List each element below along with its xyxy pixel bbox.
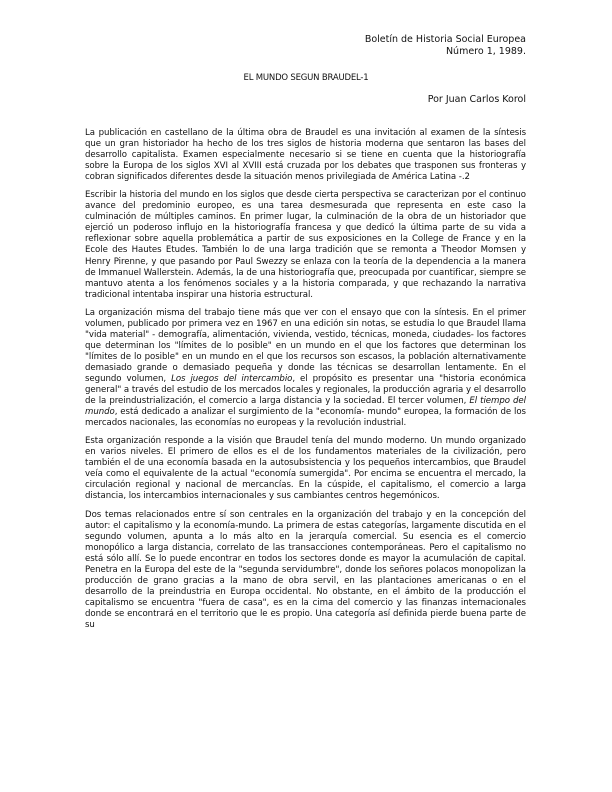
paragraph-3 xyxy=(85,308,526,430)
paragraph-5: Dos temas relacionados entre sí son centrales en la organización del trabajo y en la concepción del autor: el capitalismo y la economía-mundo. La primera de estas categorías, largamente discutida en el segundo volumen, apunta a lo más alto en la jerarquía comercial. Su esencia es el comercio monopólico a larga distancia, correlato de las transacciones contemporáneas. Pero el capitalismo no está sólo allí. Se lo puede encontrar en todos los sectores donde es mayor la acumulación de capital. Penetra en la Europa del este de la "segunda servidumbre", donde los señores polacos monopolizan la producción de grano gracias a la mano de obra servil, en las plantaciones americanas o en el desarrollo de la preindustria en Europa occidental. No obstante, en el ámbito de la producción el capitalismo se encuentra "fuera de casa", es en la cima del comercio y las finanzas internacionales donde se encontrará en el territorio que le es propio. Una categoría así definida pierde buena parte de su xyxy=(85,509,526,630)
journal-name: Boletín de Historia Social Europea xyxy=(364,34,526,45)
article-title: EL MUNDO SEGUN BRAUDEL-1 xyxy=(243,73,369,83)
paragraph-1: La publicación en castellano de la última obra de Braudel es una invitación al examen de la síntesis que un gran historiador ha hecho de los tres siglos de historia moderna que sentaron las bases del desarrollo capitalista. Examen especialmente necesario si se tiene en cuenta que la historiografía sobre la Europa de los siglos XVI al XVIII está cruzada por los debates que trasponen sus fronteras y cobran significados diferentes desde la situación menos privilegiada de América Latina -.2 xyxy=(85,128,526,183)
issue-number: Número 1, 1989. xyxy=(445,46,526,57)
article-body xyxy=(85,128,526,631)
article-author: Por Juan Carlos Korol xyxy=(427,94,526,105)
paragraph-4: Esta organización responde a la visión que Braudel tenía del mundo moderno. Un mundo organizado en varios niveles. El primero de ellos es el de los fundamentos materiales de la civilización, pero también el de una economía basada en la autosubsistencia y los pequeños intercambios, que Braudel veía como el equivalente de la actual "economía sumergida". Por encima se encuentra el mercado, la circulación regional y nacional de mercancías. En la cúspide, el capitalismo, el comercio a larga distancia, los intercambios internacionales y sus cambiantes centros hegemónicos. xyxy=(85,436,526,502)
paragraph-3-part-3: , está dedicado a analizar el surgimiento de la "economía- mundo" europea, la formación de los mercados nacionales, las economías no europeas y la revolución industrial. xyxy=(85,407,526,429)
book-title-volume-2: Los juegos del intercambio xyxy=(171,373,293,384)
paragraph-2: Escribir la historia del mundo en los siglos que desde cierta perspectiva se caracterizan por el continuo avance del predominio europeo, es una tarea desmesurada que representa en este caso la culminación de múltiples caminos. En primer lugar, la culminación de la obra de un historiador que ejerció un poderoso influjo en la historiografía francesa y que dedicó la última parte de su vida a reflexionar sobre aquella problemática a partir de sus exposiciones en la College de France y en la Ecole des Hautes Etudes. También lo de una larga tradición que se remonta a Theodor Momsen y Henry Pirenne, y que pasando por Paul Swezzy se enlaza con la teoría de la dependencia a la manera de Immanuel Wallerstein. Además, la de una historiografía que, preocupada por cuantificar, siempre se mantuvo atenta a los fenómenos sociales y a la historia comparada, y que rechazando la narrativa tradicional intentaba inspirar una historia estructural. xyxy=(85,190,526,300)
paragraph-3-part-1: La organización misma del trabajo tiene más que ver con el ensayo que con la síntesis. En el primer volumen, publicado por primera vez en 1967 en una edición sin notas, se estudia lo que Braudel llama "vida material" - demografía, alimentación, vivienda, vestido, técnicas, moneda, ciudades- los factores que determinan los "límites de lo posible" en un mundo en el que los factores que determinan los "límites de lo posible" en un mundo en el que los recursos son escasos, la población alternativamente demasiado grande o demasiado pequeña y donde las técnicas se desarrollan lentamente. En el segundo volumen, xyxy=(85,307,526,384)
paragraph-3-part-2: , el propósito es presentar una "historia económica general" a través del estudio de los mercados locales y regionales, la producción agraria y el desarrollo de la preindustrialización, el comercio a larga distancia y la sociedad. El tercer volumen, xyxy=(85,373,526,407)
book-title-volume-3: El tiempo del mundo xyxy=(85,396,526,418)
